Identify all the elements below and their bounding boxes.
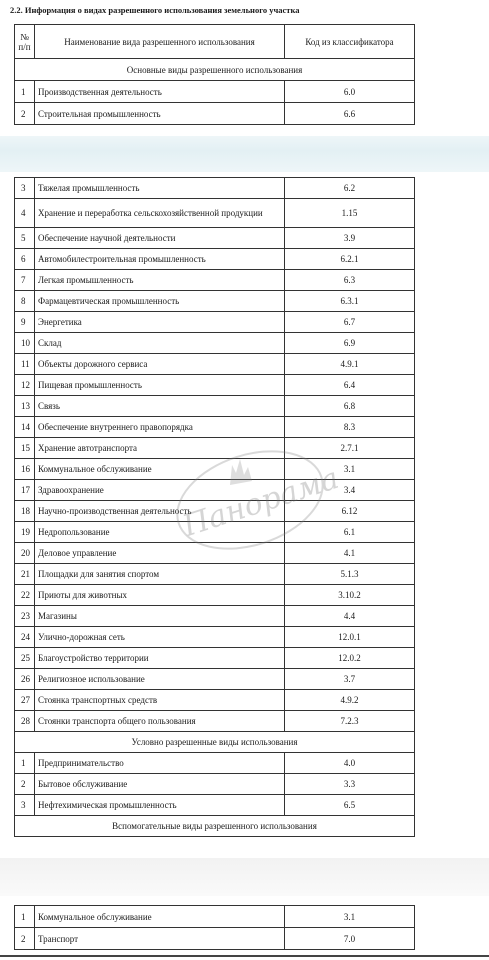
row-code: 3.4 <box>285 480 415 501</box>
row-use-name: Связь <box>35 396 285 417</box>
table-row <box>15 312 415 333</box>
row-use-name: Хранение автотранспорта <box>35 438 285 459</box>
table-row <box>15 795 415 816</box>
row-use-name: Хранение и переработка сельскохозяйственной продукции <box>35 199 285 228</box>
row-number: 22 <box>15 585 35 606</box>
row-code: 3.7 <box>285 669 415 690</box>
row-use-name: Тяжелая промышленность <box>35 178 285 199</box>
row-number: 11 <box>15 354 35 375</box>
row-number: 21 <box>15 564 35 585</box>
table-row <box>15 585 415 606</box>
row-number: 20 <box>15 543 35 564</box>
table-row <box>15 249 415 270</box>
table-page-2 <box>14 177 415 837</box>
column-header-code: Код из классификатора <box>285 25 415 59</box>
table-row <box>15 417 415 438</box>
row-code: 1.15 <box>285 199 415 228</box>
row-code: 6.3 <box>285 270 415 291</box>
row-number: 2 <box>15 774 35 795</box>
table-row <box>15 501 415 522</box>
row-code: 2.7.1 <box>285 438 415 459</box>
row-code: 12.0.1 <box>285 627 415 648</box>
row-code: 3.1 <box>285 906 415 928</box>
row-number: 6 <box>15 249 35 270</box>
watermark-text: Панорама <box>178 460 344 545</box>
row-number: 15 <box>15 438 35 459</box>
row-use-name: Улично-дорожная сеть <box>35 627 285 648</box>
row-code: 6.4 <box>285 375 415 396</box>
table-row <box>15 375 415 396</box>
section-heading: 2.2. Информация о видах разрешенного использования земельного участка <box>10 5 300 15</box>
page-edge <box>0 955 489 957</box>
row-use-name: Энергетика <box>35 312 285 333</box>
row-number: 28 <box>15 711 35 732</box>
row-code: 6.5 <box>285 795 415 816</box>
row-use-name: Научно-производственная деятельность <box>35 501 285 522</box>
row-number: 19 <box>15 522 35 543</box>
row-number: 27 <box>15 690 35 711</box>
table-row <box>15 711 415 732</box>
row-number: 23 <box>15 606 35 627</box>
row-code: 6.12 <box>285 501 415 522</box>
table-row <box>15 753 415 774</box>
row-number: 5 <box>15 228 35 249</box>
row-number: 3 <box>15 795 35 816</box>
table-row <box>15 543 415 564</box>
table-row <box>15 564 415 585</box>
row-code: 3.3 <box>285 774 415 795</box>
row-use-name: Недропользование <box>35 522 285 543</box>
table-page-1 <box>14 24 415 125</box>
row-use-name: Коммунальное обслуживание <box>35 906 285 928</box>
table-row <box>15 648 415 669</box>
row-code: 4.1 <box>285 543 415 564</box>
section-row <box>15 732 415 753</box>
row-use-name: Обеспечение научной деятельности <box>35 228 285 249</box>
row-code: 5.1.3 <box>285 564 415 585</box>
row-use-name: Легкая промышленность <box>35 270 285 291</box>
row-number: 1 <box>15 906 35 928</box>
table-row <box>15 459 415 480</box>
row-number: 18 <box>15 501 35 522</box>
table-row <box>15 199 415 228</box>
table-row <box>15 774 415 795</box>
row-number: 10 <box>15 333 35 354</box>
row-use-name: Коммунальное обслуживание <box>35 459 285 480</box>
table-page-3 <box>14 905 415 950</box>
section-auxiliary-title: Вспомогательные виды разрешенного использования <box>15 816 415 837</box>
table-row <box>15 103 415 125</box>
row-use-name: Здравоохранение <box>35 480 285 501</box>
row-code: 3.10.2 <box>285 585 415 606</box>
row-code: 3.1 <box>285 459 415 480</box>
table-row <box>15 906 415 928</box>
row-number: 16 <box>15 459 35 480</box>
table-row <box>15 178 415 199</box>
table-row <box>15 228 415 249</box>
row-code: 6.6 <box>285 103 415 125</box>
row-use-name: Транспорт <box>35 928 285 950</box>
row-use-name: Нефтехимическая промышленность <box>35 795 285 816</box>
row-number: 25 <box>15 648 35 669</box>
row-number: 2 <box>15 928 35 950</box>
row-number: 26 <box>15 669 35 690</box>
row-code: 3.9 <box>285 228 415 249</box>
table-row <box>15 480 415 501</box>
table-row <box>15 669 415 690</box>
table-row <box>15 81 415 103</box>
row-code: 6.2.1 <box>285 249 415 270</box>
row-code: 6.9 <box>285 333 415 354</box>
row-number: 9 <box>15 312 35 333</box>
row-use-name: Фармацевтическая промышленность <box>35 291 285 312</box>
row-use-name: Приюты для животных <box>35 585 285 606</box>
row-use-name: Стоянка транспортных средств <box>35 690 285 711</box>
row-code: 6.2 <box>285 178 415 199</box>
row-code: 6.0 <box>285 81 415 103</box>
page-break <box>0 858 489 896</box>
row-number: 2 <box>15 103 35 125</box>
table-row <box>15 690 415 711</box>
section-main-title: Основные виды разрешенного использования <box>15 59 415 81</box>
row-use-name: Объекты дорожного сервиса <box>35 354 285 375</box>
row-use-name: Религиозное использование <box>35 669 285 690</box>
row-number: 13 <box>15 396 35 417</box>
row-use-name: Деловое управление <box>35 543 285 564</box>
row-use-name: Бытовое обслуживание <box>35 774 285 795</box>
row-number: 17 <box>15 480 35 501</box>
row-use-name: Обеспечение внутреннего правопорядка <box>35 417 285 438</box>
row-code: 4.4 <box>285 606 415 627</box>
row-use-name: Стоянки транспорта общего пользования <box>35 711 285 732</box>
table-row <box>15 396 415 417</box>
row-number: 14 <box>15 417 35 438</box>
column-header-num: № п/п <box>15 25 35 59</box>
table-row <box>15 438 415 459</box>
row-use-name: Предпринимательство <box>35 753 285 774</box>
row-code: 8.3 <box>285 417 415 438</box>
row-code: 7.0 <box>285 928 415 950</box>
row-use-name: Благоустройство территории <box>35 648 285 669</box>
row-code: 4.9.2 <box>285 690 415 711</box>
row-use-name: Площадки для занятия спортом <box>35 564 285 585</box>
section-row <box>15 816 415 837</box>
table-row <box>15 606 415 627</box>
table-row <box>15 270 415 291</box>
row-use-name: Магазины <box>35 606 285 627</box>
column-header-name: Наименование вида разрешенного использования <box>35 25 285 59</box>
row-number: 24 <box>15 627 35 648</box>
row-use-name: Пищевая промышленность <box>35 375 285 396</box>
row-number: 3 <box>15 178 35 199</box>
row-number: 1 <box>15 753 35 774</box>
row-code: 12.0.2 <box>285 648 415 669</box>
row-code: 7.2.3 <box>285 711 415 732</box>
table-row <box>15 928 415 950</box>
row-use-name: Строительная промышленность <box>35 103 285 125</box>
section-conditional-title: Условно разрешенные виды использования <box>15 732 415 753</box>
row-number: 7 <box>15 270 35 291</box>
row-code: 4.0 <box>285 753 415 774</box>
row-code: 6.3.1 <box>285 291 415 312</box>
table-row <box>15 333 415 354</box>
row-number: 8 <box>15 291 35 312</box>
row-code: 6.7 <box>285 312 415 333</box>
row-number: 4 <box>15 199 35 228</box>
row-use-name: Производственная деятельность <box>35 81 285 103</box>
row-code: 6.8 <box>285 396 415 417</box>
page-break <box>0 136 489 172</box>
row-number: 12 <box>15 375 35 396</box>
table-row <box>15 291 415 312</box>
row-use-name: Склад <box>35 333 285 354</box>
row-code: 6.1 <box>285 522 415 543</box>
row-code: 4.9.1 <box>285 354 415 375</box>
table-row <box>15 627 415 648</box>
row-use-name: Автомобилестроительная промышленность <box>35 249 285 270</box>
table-row <box>15 354 415 375</box>
row-number: 1 <box>15 81 35 103</box>
table-row <box>15 522 415 543</box>
